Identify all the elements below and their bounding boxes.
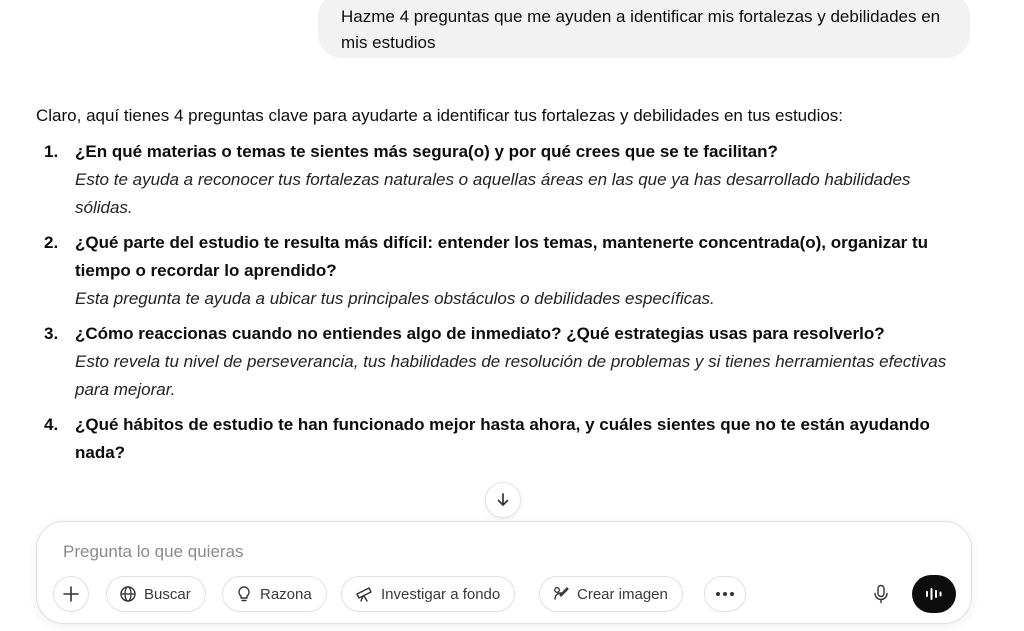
deep-research-tool-label: Investigar a fondo <box>381 585 501 603</box>
create-image-tool-label: Crear imagen <box>577 585 668 603</box>
deep-research-tool-button[interactable] <box>341 576 515 612</box>
question-item-2 <box>36 229 966 313</box>
voice-waveform-icon <box>924 586 944 602</box>
question-item-4 <box>36 411 966 467</box>
question-list <box>36 138 966 467</box>
question-item-3 <box>36 320 966 404</box>
question-text: ¿Qué hábitos de estudio te han funcionado mejor hasta ahora, y cuáles sientes que no te están ayudando nada? <box>75 415 930 462</box>
question-number: 2. <box>44 233 59 252</box>
question-note: Esto revela tu nivel de perseverancia, tus habilidades de resolución de problemas y si tienes herramientas efectivas para mejorar. <box>75 352 947 399</box>
lightbulb-icon <box>235 585 253 603</box>
question-text: ¿En qué materias o temas te sientes más segura(o) y por qué crees que se te facilitan? <box>75 142 778 161</box>
message-composer <box>36 521 972 624</box>
globe-icon <box>119 585 137 603</box>
reason-tool-label: Razona <box>260 585 312 603</box>
microphone-icon <box>873 584 889 604</box>
create-image-tool-button[interactable] <box>539 576 683 612</box>
user-message-bubble <box>318 0 970 58</box>
arrow-down-icon <box>495 492 511 508</box>
more-dots-icon <box>715 591 735 597</box>
response-intro: Claro, aquí tienes 4 preguntas clave para ayudarte a identificar tus fortalezas y debilidades en tus estudios: <box>36 106 844 125</box>
voice-mode-button[interactable] <box>912 575 956 613</box>
search-tool-label: Buscar <box>144 585 191 603</box>
image-brush-icon <box>552 585 570 603</box>
dictate-button[interactable] <box>863 576 899 612</box>
add-attachment-button[interactable] <box>53 576 89 612</box>
reason-tool-button[interactable] <box>222 576 327 612</box>
assistant-response <box>36 102 966 474</box>
plus-icon <box>62 585 80 603</box>
question-item-1 <box>36 138 966 222</box>
telescope-icon <box>354 585 374 603</box>
search-tool-button[interactable] <box>106 576 206 612</box>
question-note: Esto te ayuda a reconocer tus fortalezas naturales o aquellas áreas en las que ya has desarrollado habilidades sólidas. <box>75 170 911 217</box>
user-message-text: Hazme 4 preguntas que me ayuden a identificar mis fortalezas y debilidades en mis estudios <box>341 7 941 52</box>
question-text: ¿Cómo reaccionas cuando no entiendes algo de inmediato? ¿Qué estrategias usas para resolverlo? <box>75 324 885 343</box>
question-number: 1. <box>44 142 59 161</box>
question-number: 4. <box>44 415 59 434</box>
more-tools-button[interactable] <box>704 576 746 612</box>
question-note: Esta pregunta te ayuda a ubicar tus principales obstáculos o debilidades específicas. <box>75 289 715 308</box>
question-text: ¿Qué parte del estudio te resulta más difícil: entender los temas, mantenerte concentrada(o), organizar tu tiempo o recordar lo aprendido? <box>75 233 929 280</box>
prompt-input[interactable] <box>61 538 765 566</box>
scroll-to-bottom-button[interactable] <box>485 482 521 518</box>
question-number: 3. <box>44 324 59 343</box>
